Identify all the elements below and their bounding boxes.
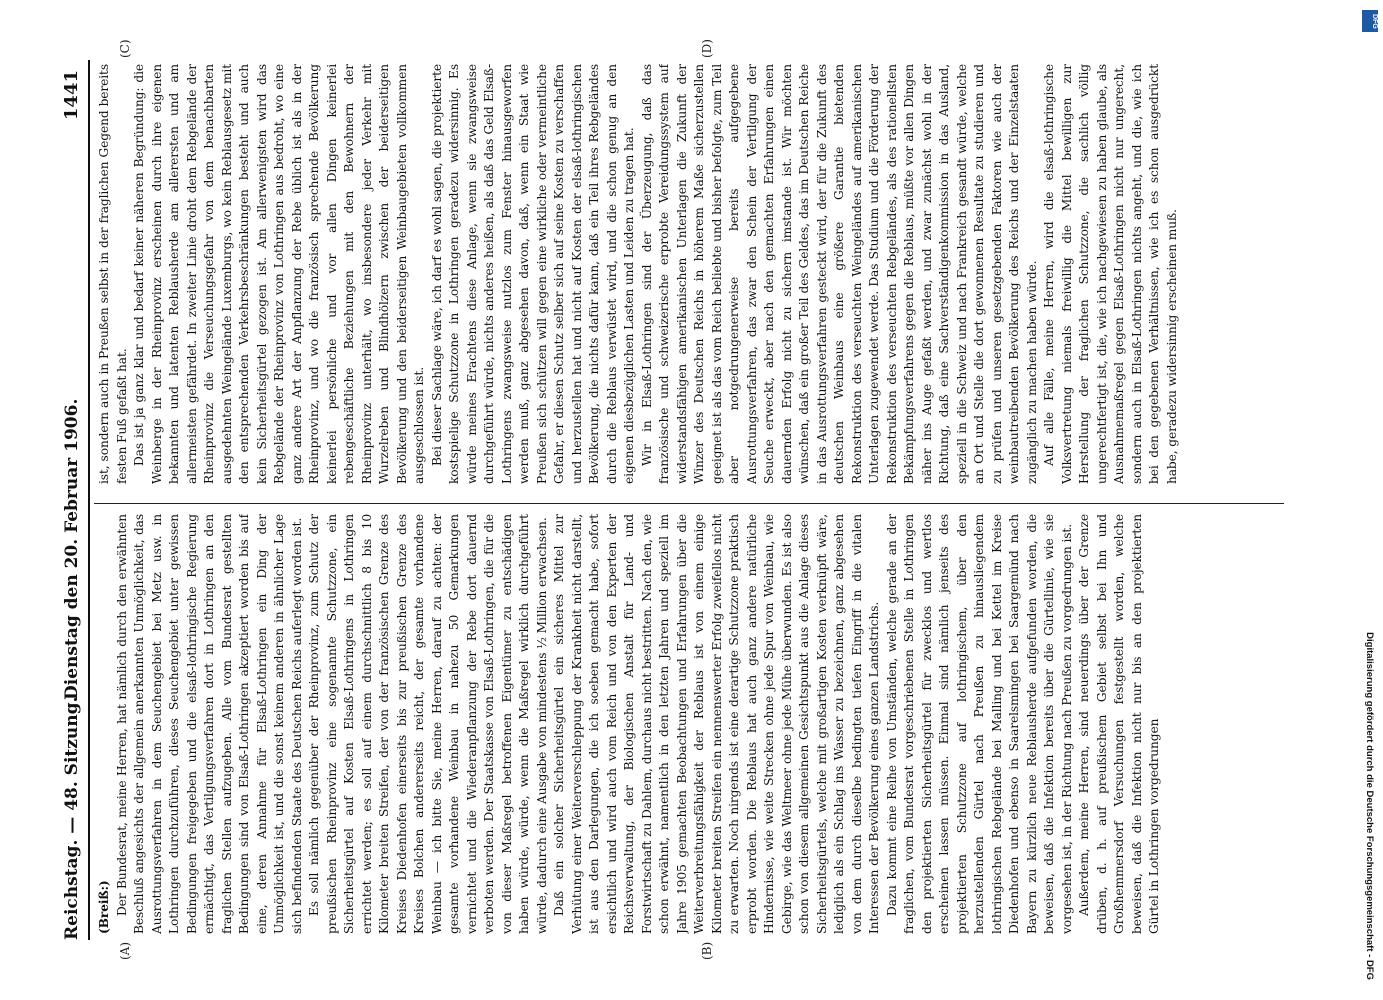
page-number: 1441: [61, 70, 82, 121]
credit-text: Digitalisierung gefördert durch die Deutsche Forschungsgemeinschaft - DFG: [1364, 632, 1375, 980]
margin-mark-d: (D): [700, 39, 714, 58]
paragraph: Wir in Elsaß-Lothringen sind der Überzeugung, daß das französische und schweizerische erprobte Vereidungssystem auf widerstandsfähigen amerikanischen Unterlagen die Zukunft der Winzer des Deutschen Reichs in höherem Maße sicherzustellen geeignet ist als das vom Reich beliebte und bisher befolgte, zum Teil aber notgedrungenerweise bereits aufgegebene Ausrottungsverfahren, das zwar den Schein der Vertilgung der Seuche erweckt, aber nach den gemachten Erfahrungen einen dauernden Erfolg nicht zu sichern imstande ist. Wir möchten wünschen, daß ein großer Teil des Geldes, das im Deutschen Reiche in das Ausrottungsverfahren gesteckt wird, der für die Zukunft des deutschen Weinbaus eine größere Garantie bietenden Rekonstruktion des verseuchten Weingeländes auf amerikanischen Unterlagen zugewendet werde. Das Studium und die Förderung der Rekonstruktion des verseuchten Rebgeländes, als des rationellsten Bekämpfungsverfahrens gegen die Reblaus, müßte vor allen Dingen näher ins Auge gefaßt werden, und zwar zunächst wohl in der Richtung, daß eine Sachverständigenkommission in das Ausland, speziell in die Schweiz und nach Frankreich gesandt würde, welche an Ort und Stelle die dort gewonnenen Resultate zu studieren und zu prüfen und unseren gesetzgebenden Faktoren wie auch der weinbautreibenden Bevölkerung des Reichs und der Einzelstaaten zugänglich zu machen haben würde.: [639, 64, 1039, 484]
paragraph: Daß ein solcher Sicherheitsgürtel ein sicheres Mittel zur Verhütung einer Weiterverschleppung der Krankheit nicht darstellt, ist aus den Darlegungen, die ich soeben gemacht habe, sofort ersichtlich und wird auch vom Reich und von den Experten der Reichsverwaltung, der Biologischen Anstalt für Land- und Forstwirtschaft zu Dahlem, durchaus nicht bestritten. Nach den, wie schon erwähnt, namentlich in den letzten Jahren und speziell im Jahre 1905 gemachten Beobachtungen und Erfahrungen über die Weiterverbreitungsfähigkeit der Reblaus ist von einem einige Kilometer breiten Streifen ein nennenswerter Erfolg zweifellos nicht zu erwarten. Noch nirgends ist eine derartige Schutzzone praktisch erprobt worden. Die Reblaus hat auch ganz andere natürliche Hindernisse, wie weite Strecken ohne jede Spur von Weinbau, wie Gebirge, wie das Weltmeer ohne jede Mühe überwunden. Es ist also schon von diesem allgemeinen Gesichtspunkt aus die Anlage dieses Sicherheitsgürtels, welche mit großartigen Kosten verknüpft wäre, lediglich als ein Schlag ins Wasser zu bezeichnen, ganz abgesehen von dem durch dieselbe bedingten tiefen Eingriff in die vitalen Interessen der Bevölkerung eines ganzen Landstrichs.: [552, 514, 881, 934]
paragraph: Auf alle Fälle, meine Herren, wird die elsaß-lothringische Volksvertretung niemals freiwillig die Mittel bewilligen zur Herstellung der fraglichen Schutzzone, die sachlich völlig ungerechtfertigt ist, die, wie ich nachgewiesen zu haben glaube, als Ausnahmemaßregel gegen Elsaß-Lothringen nicht nur ungerecht, sondern auch in Elsaß-Lothringen nichts angeht, und die, wie ich bei den gegebenen Verhältnissen, wie ich es schon ausgedrückt habe, geradezu widersinnig erscheinen muß.: [1042, 64, 1179, 484]
text-column-left: [96, 514, 1276, 934]
column-divider: [94, 503, 1284, 504]
paragraph: Es soll nämlich gegenüber der Rheinprovinz, zum Schutz der preußischen Rheinprovinz eine sogenannte Schutzzone, ein Sicherheitsgürtel auf Kosten Elsaß-Lothringens in Lothringen errichtet werden; es soll auf einem durchschnittlich 8 bis 10 Kilometer breiten Streifen, der von der französischen Grenze des Kreises Diedenhofen einerseits bis zur preußischen Grenze des Kreises Bolchen andererseits reicht, der gesamte vorhandene Weinbau — ich bitte Sie, meine Herren, darauf zu achten: der gesamte vorhandene Weinbau in nahezu 50 Gemarkungen vernichtet und die Wiederanpflanzung der Rebe dort dauernd verboten werden. Der Staatskasse von Elsaß-Lothringen, die für die von dieser Maßregel betroffenen Eigentümer zu entschädigen haben würde, würde, wenn die Maßregel wirklich durchgeführt würde, dadurch eine Ausgabe von mindestens ½ Million erwachsen.: [307, 514, 549, 934]
text-column-right: [96, 64, 1276, 484]
paragraph: Der Bundesrat, meine Herren, hat nämlich durch den erwähnten Beschluß angesichts der allgemein anerkannten Unmöglichkeit, das Ausrottungsverfahren in dem Seuchengebiet bei Metz usw. in Lothringen durchzuführen, dieses Seuchengebiet unter gewissen Bedingungen freigegeben und die elsaß-lothringische Regierung ermächtigt, das Vertilgungsverfahren dort in Lothringen an den fraglichen Stellen aufzugeben. Alle vom Bundesrat gestellten Bedingungen sind von Elsaß-Lothringen akzeptiert worden bis auf eine, deren Annahme für Elsaß-Lothringen ein Ding der Unmöglichkeit ist, und die sonst keinem anderen in ähnlicher Lage sich befindenden Staate des Deutschen Reichs auferlegt worden ist.: [114, 514, 304, 934]
page-header: [48, 60, 90, 940]
paragraph: ist, sondern auch in Preußen selbst in der fraglichen Gegend bereits festen Fuß gefaßt hat.: [97, 64, 129, 484]
speaker-label: (Breiß:): [97, 880, 111, 934]
paragraph: Dazu kommt eine Reihe von Umständen, welche gerade an der fraglichen, vom Bundesrat vorgeschriebenen Stelle in Lothringen den projektierten Sicherheitsgürtel für zwecklos und wertlos erscheinen lassen müssen. Einmal sind nämlich jenseits des projektierten Schutzzone auf lothringischem, über den herzustellenden Gürtel nach Preußen zu hinausliegendem lothringischen Rebgelände bei Malling und bei Kettel im Kreise Diedenhofen und ebenso in Saarelsmingen bei Saargemünd nach Bayern zu kürzlich neue Reblausherde aufgefunden worden, die beweisen, daß die Infektion bereits über die Gürtellinie, wie sie vorgesehen ist, in der Richtung nach Preußen zu vorgedrungen ist.: [884, 514, 1074, 934]
margin-mark-c: (C): [118, 39, 132, 58]
header-date: Dienstag den 20. Februar 1906.: [62, 398, 82, 700]
margin-mark-a: (A): [118, 941, 132, 960]
paragraph: Bei dieser Sachlage wäre, ich darf es wohl sagen, die projektierte kostspielige Schutzzone in Lothringen geradezu widersinnig. Es würde meines Erachtens diese Anlage, wenn sie zwangsweise durchgeführt würde, nichts anderes heißen, als daß das Geld Elsaß-Lothringens zwangsweise nutzlos zum Fenster hinausgeworfen werden muß, ganz abgesehen davon, daß, wenn ein Staat wie Preußen sich schützen will gegen eine wirkliche oder vermeintliche Gefahr, er diesen Schutz selber sich auf seine Kosten zu verschaffen und herzustellen hat und nicht auf Kosten der elsaß-lothringischen Bevölkerung, die nichts dafür kann, daß ein Teil ihres Rebgeländes durch die Reblaus verwüstet wird, und die schon genug an den eigenen diesbezüglichen Lasten und Leiden zu tragen hat.: [429, 64, 636, 484]
paragraph: Außerdem, meine Herren, sind neuerdings über der Grenze drüben, d. h. auf preußischem Gebiet selbst bei Ihn und Großhemmersdorf Versuchungen festgestellt worden, welche beweisen, daß die Infektion nicht nur bis an den projektierten Gürtel in Lothringen vorgedrungen: [1077, 514, 1161, 934]
dfg-logo: DFG: [1362, 10, 1378, 32]
header-session: Reichstag. — 48. Sitzung.: [62, 696, 82, 940]
digitization-credit: [1363, 40, 1375, 980]
paragraph: Das ist ja ganz klar und bedarf keiner näheren Begründung: die Weinberge in der Rheinprovinz erscheinen durch ihre eigenen bekannten und latenten Reblausherde am allerersten und am allermeisten gefährdet. In zweiter Linie droht dem Rebgelände der Rheinprovinz die Verseuchungsgefahr von dem benachbarten ausgedehnten Weingelände Luxemburgs, wo kein Reblausgesetz mit den entsprechenden Verkehrsbeschränkungen besteht und auch kein Sicherheitsgürtel gezogen ist. Am allerwenigsten wird das Rebgelände der Rheinprovinz von Lothringen aus bedroht, wo eine ganz andere Art der Anpflanzung der Rebe üblich ist als in der Rheinprovinz, und wo die französisch sprechende Bevölkerung keinerlei persönliche und vor allen Dingen keinerlei rebengeschäftliche Beziehungen mit den Bewohnern der Rheinprovinz unterhält, wo insbesondere jeder Verkehr mit Wurzelreben und Blindhölzern zwischen der beiderseitigen Bevölkerung und den beiderseitigen Weinbaugebieten vollkommen ausgeschlossen ist.: [132, 64, 426, 484]
margin-mark-b: (B): [700, 941, 714, 960]
